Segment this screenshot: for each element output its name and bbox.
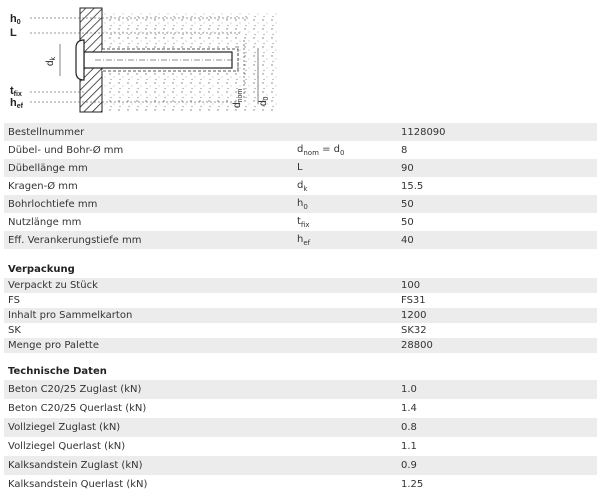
row-value: 1.25 (397, 475, 597, 494)
table-row (4, 213, 597, 231)
row-symbol (293, 380, 397, 399)
row-label: Bestellnummer (4, 123, 293, 141)
symbol-subscript: 0 (303, 202, 308, 211)
technical-table (4, 380, 597, 494)
row-value: 15.5 (397, 177, 597, 195)
row-value: 40 (397, 231, 597, 249)
row-label: Nutzlänge mm (4, 213, 293, 231)
row-value: 1128090 (397, 123, 597, 141)
symbol-text: h (297, 197, 304, 209)
row-symbol (293, 278, 397, 293)
row-symbol (293, 399, 397, 418)
table-row (4, 308, 597, 323)
label-tfix: tfix (10, 85, 22, 98)
anchor-collar (76, 40, 84, 80)
table-row (4, 323, 597, 338)
row-label: Vollziegel Zuglast (kN) (4, 418, 293, 437)
symbol-suffix-subscript: 0 (340, 148, 345, 157)
table-row (4, 338, 597, 353)
row-value: 90 (397, 159, 597, 177)
row-label: Bohrlochtiefe mm (4, 195, 293, 213)
table-row (4, 177, 597, 195)
symbol-text: t (297, 215, 301, 227)
row-value: 1200 (397, 308, 597, 323)
symbol-text: h (297, 233, 304, 245)
row-symbol (293, 323, 397, 338)
row-value: FS31 (397, 293, 597, 308)
row-symbol (293, 177, 397, 195)
symbol-subscript: fix (300, 220, 310, 229)
row-symbol (293, 123, 397, 141)
row-symbol (293, 456, 397, 475)
row-label: Kalksandstein Zuglast (kN) (4, 456, 293, 475)
row-value: 1.4 (397, 399, 597, 418)
row-value: 100 (397, 278, 597, 293)
row-label: Kragen-Ø mm (4, 177, 293, 195)
table-row (4, 195, 597, 213)
table-row (4, 399, 597, 418)
spec-table (4, 123, 597, 249)
table-row (4, 475, 597, 494)
row-symbol (293, 159, 397, 177)
symbol-suffix: = d (318, 143, 340, 155)
table-row (4, 159, 597, 177)
row-value: 0.9 (397, 456, 597, 475)
row-value: 0.8 (397, 418, 597, 437)
row-value: SK32 (397, 323, 597, 338)
row-label: FS (4, 293, 293, 308)
row-label: Inhalt pro Sammelkarton (4, 308, 293, 323)
label-L: L (10, 27, 17, 39)
row-label: Dübel- und Bohr-Ø mm (4, 141, 293, 159)
row-value: 1.0 (397, 380, 597, 399)
row-symbol (293, 437, 397, 456)
row-label: Menge pro Palette (4, 338, 293, 353)
row-value: 8 (397, 141, 597, 159)
row-symbol (293, 475, 397, 494)
symbol-subscript: nom (303, 148, 319, 157)
label-dnom: $d_{nom}$ (232, 88, 244, 108)
table-row (4, 456, 597, 475)
table-row (4, 418, 597, 437)
symbol-subscript: ef (303, 238, 311, 247)
table-row (4, 123, 597, 141)
row-symbol (293, 418, 397, 437)
table-row (4, 437, 597, 456)
row-label: Eff. Verankerungstiefe mm (4, 231, 293, 249)
packaging-heading: Verpackung (8, 264, 75, 275)
table-row (4, 141, 597, 159)
row-symbol (293, 195, 397, 213)
anchor-diagram (0, 0, 601, 120)
row-symbol (293, 141, 397, 159)
label-d0: $d_0$ (258, 96, 270, 106)
technical-heading: Technische Daten (8, 366, 107, 377)
row-label: Dübellänge mm (4, 159, 293, 177)
symbol-text: d (297, 143, 304, 155)
row-value: 28800 (397, 338, 597, 353)
row-label: Beton C20/25 Querlast (kN) (4, 399, 293, 418)
row-symbol (293, 213, 397, 231)
table-row (4, 231, 597, 249)
label-hef: hef (10, 97, 23, 110)
table-row (4, 380, 597, 399)
row-label: Beton C20/25 Zuglast (kN) (4, 380, 293, 399)
row-value: 1.1 (397, 437, 597, 456)
row-value: 50 (397, 195, 597, 213)
label-dk: $d_k$ (45, 56, 57, 66)
row-label: SK (4, 323, 293, 338)
row-label: Kalksandstein Querlast (kN) (4, 475, 293, 494)
symbol-subscript: k (303, 184, 308, 193)
row-value: 50 (397, 213, 597, 231)
row-symbol (293, 293, 397, 308)
row-symbol (293, 308, 397, 323)
row-label: Vollziegel Querlast (kN) (4, 437, 293, 456)
symbol-text: L (297, 161, 303, 173)
table-row (4, 278, 597, 293)
packaging-table (4, 278, 597, 353)
row-symbol (293, 338, 397, 353)
label-h0: h0 (10, 13, 21, 26)
table-row (4, 293, 597, 308)
row-symbol (293, 231, 397, 249)
symbol-text: d (297, 179, 304, 191)
row-label: Verpackt zu Stück (4, 278, 293, 293)
